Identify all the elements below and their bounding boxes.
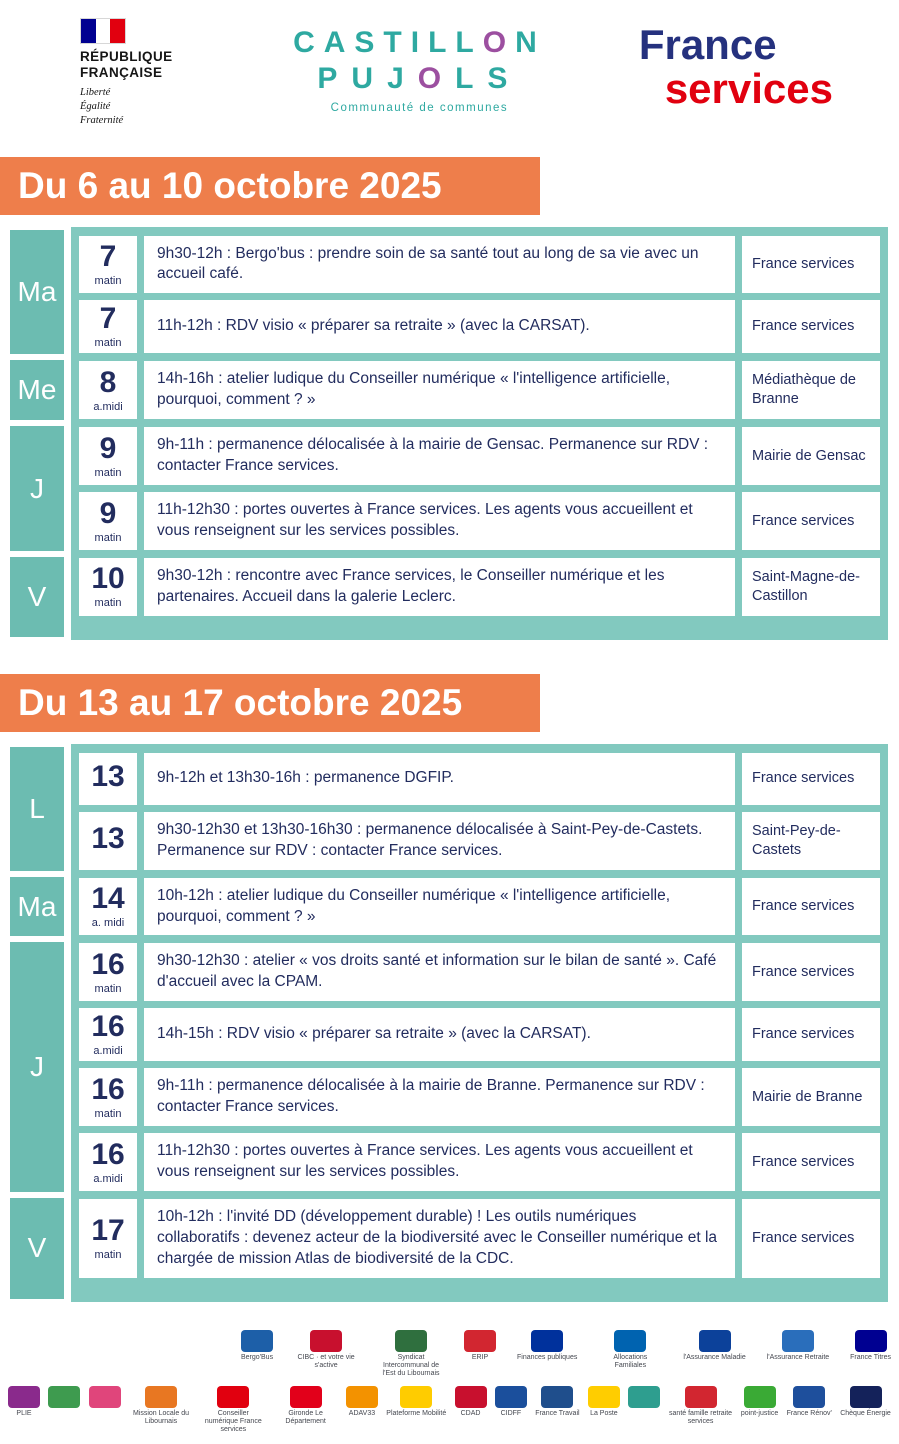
event-description: 11h-12h30 : portes ouvertes à France services. Les agents vous accueillent et vous renseignent sur les services possibles.	[144, 1133, 735, 1191]
event-location: France services	[742, 1008, 880, 1061]
partner-logo-icon	[628, 1386, 660, 1408]
day-label: Ma	[10, 877, 64, 937]
partner-logo-icon	[400, 1386, 432, 1408]
date-number: 14	[91, 882, 125, 916]
partner-logo	[628, 1386, 660, 1410]
event-row	[79, 236, 880, 294]
partner-logo	[495, 1386, 527, 1418]
date-period: matin	[94, 982, 122, 995]
date-number: 7	[99, 302, 117, 336]
event-description: 14h-16h : atelier ludique du Conseiller numérique « l'intelligence artificielle, pourquoi, comment ? »	[144, 361, 735, 419]
partner-logo-label: France Titres	[850, 1353, 891, 1361]
event-date	[79, 300, 137, 353]
partner-logo	[517, 1330, 577, 1362]
event-location: France services	[742, 236, 880, 294]
event-description: 9h30-12h30 : atelier « vos droits santé et information sur le bilan de santé ». Café d'accueil avec la CPAM.	[144, 943, 735, 1001]
week1-banner: Du 6 au 10 octobre 2025	[0, 157, 540, 215]
date-period: matin	[94, 531, 122, 544]
day-group-v	[10, 1195, 888, 1302]
event-date	[79, 236, 137, 294]
day-group-me	[10, 357, 888, 423]
event-row	[79, 753, 880, 805]
republique-name	[80, 49, 200, 80]
partner-logo-label: Bergo'Bus	[241, 1353, 274, 1361]
event-description: 9h-11h : permanence délocalisée à la mairie de Branne. Permanence sur RDV : contacter France services.	[144, 1068, 735, 1126]
partner-logo-icon	[614, 1330, 646, 1352]
date-number: 17	[91, 1213, 125, 1247]
partner-logo-icon	[495, 1386, 527, 1408]
france-services-line1: France	[638, 21, 777, 68]
french-flag-icon	[80, 18, 126, 44]
event-date	[79, 1133, 137, 1191]
day-label: V	[10, 557, 64, 637]
partner-logo	[294, 1330, 358, 1370]
france-services-logo	[639, 18, 833, 110]
event-row	[79, 492, 880, 550]
date-number: 16	[91, 1137, 125, 1171]
partner-logo-label: santé famille retraite services	[669, 1409, 733, 1425]
header	[0, 0, 899, 133]
day-label: Me	[10, 360, 64, 420]
event-description: 11h-12h : RDV visio « préparer sa retraite » (avec la CARSAT).	[144, 300, 735, 353]
event-location: Médiathèque de Branne	[742, 361, 880, 419]
partner-logo	[535, 1386, 579, 1418]
day-label: J	[10, 426, 64, 551]
week2-banner: Du 13 au 17 octobre 2025	[0, 674, 540, 732]
partner-logo-label: point-justice	[740, 1409, 779, 1417]
day-label: Ma	[10, 230, 64, 355]
castillon-pujols-logo	[293, 18, 546, 114]
event-row	[79, 812, 880, 870]
partner-logo	[379, 1330, 443, 1378]
partner-logo	[787, 1386, 832, 1418]
date-period: matin	[94, 466, 122, 479]
partner-logo	[8, 1386, 40, 1418]
date-period: a.midi	[93, 1172, 123, 1185]
partner-logo-label: Gironde Le Département	[285, 1409, 326, 1425]
partner-logo-label: Allocations Familiales	[613, 1353, 648, 1369]
date-number: 8	[99, 365, 117, 399]
event-row	[79, 361, 880, 419]
partner-logo-icon	[588, 1386, 620, 1408]
partner-logo-icon	[685, 1386, 717, 1408]
partner-logo	[455, 1386, 487, 1418]
event-date	[79, 427, 137, 485]
event-location: France services	[742, 300, 880, 353]
event-description: 9h30-12h : Bergo'bus : prendre soin de sa santé tout au long de sa vie avec un accueil café.	[144, 236, 735, 294]
partner-logos-row1	[241, 1330, 891, 1378]
event-location: France services	[742, 753, 880, 805]
event-description: 14h-15h : RDV visio « préparer sa retraite » (avec la CARSAT).	[144, 1008, 735, 1061]
partner-logo	[669, 1386, 733, 1426]
partner-logo	[598, 1330, 662, 1370]
event-row	[79, 1133, 880, 1191]
day-label: L	[10, 747, 64, 871]
partner-logo	[741, 1386, 778, 1418]
partner-logo	[464, 1330, 496, 1362]
event-row	[79, 1008, 880, 1061]
partner-logo	[683, 1330, 745, 1362]
event-date	[79, 558, 137, 616]
date-number: 10	[91, 562, 125, 596]
partner-logo-icon	[464, 1330, 496, 1352]
partner-logo	[386, 1386, 446, 1418]
partner-logo-icon	[541, 1386, 573, 1408]
event-location: France services	[742, 1133, 880, 1191]
event-date	[79, 1199, 137, 1278]
partner-logo-label: Chèque Énergie	[840, 1409, 891, 1417]
pujols-o-icon: O	[417, 62, 456, 95]
event-location: Saint-Pey-de-Castets	[742, 812, 880, 870]
republique-francaise-logo	[80, 18, 200, 129]
partner-logo-icon	[395, 1330, 427, 1352]
event-row	[79, 427, 880, 485]
event-row	[79, 300, 880, 353]
partner-logo-icon	[48, 1386, 80, 1408]
france-services-line2: services	[664, 65, 833, 112]
date-number: 7	[99, 239, 117, 273]
week1-schedule	[10, 227, 888, 640]
partner-logo-icon	[855, 1330, 887, 1352]
partner-logo-icon	[310, 1330, 342, 1352]
partner-logo-icon	[850, 1386, 882, 1408]
partner-logo	[274, 1386, 338, 1426]
partner-logo-icon	[455, 1386, 487, 1408]
event-location: France services	[742, 492, 880, 550]
partner-logo-label: l'Assurance Retraite	[766, 1353, 830, 1361]
day-group-j	[10, 423, 888, 554]
partner-logos-footer	[8, 1330, 891, 1434]
date-period: a.midi	[93, 1045, 123, 1058]
event-description: 9h-11h : permanence délocalisée à la mairie de Gensac. Permanence sur RDV : contacter France services.	[144, 427, 735, 485]
republique-name-line2: FRANÇAISE	[80, 64, 163, 80]
event-date	[79, 812, 137, 870]
partner-logo	[241, 1330, 273, 1362]
date-period: a.midi	[93, 400, 123, 413]
event-date	[79, 492, 137, 550]
week2-schedule	[10, 744, 888, 1302]
date-number: 13	[91, 822, 125, 856]
partner-logo-icon	[531, 1330, 563, 1352]
partner-logo-label: Syndicat Intercommunal de l'Est du Libournais	[382, 1353, 440, 1377]
partner-logo-label: Finances publiques	[517, 1353, 578, 1361]
partner-logo-label: Conseiller numérique France services	[204, 1409, 262, 1433]
partner-logo-label: PLIE	[16, 1409, 32, 1417]
partner-logo-label: Plateforme Mobilité	[386, 1409, 447, 1417]
event-location: Mairie de Branne	[742, 1068, 880, 1126]
date-period: matin	[94, 337, 122, 350]
event-date	[79, 943, 137, 1001]
date-number: 16	[91, 1010, 125, 1044]
partner-logo-label: CIBC · et votre vie s'active	[297, 1353, 355, 1369]
partner-logo-icon	[8, 1386, 40, 1408]
day-label: J	[10, 942, 64, 1192]
event-date	[79, 753, 137, 805]
partner-logo-label: CDAD	[460, 1409, 481, 1417]
castillon-o-icon: O	[482, 26, 516, 59]
republique-name-line1: RÉPUBLIQUE	[80, 49, 173, 64]
event-description: 11h-12h30 : portes ouvertes à France services. Les agents vous accueillent et vous renseignent sur les services possibles.	[144, 492, 735, 550]
partner-logo-label: France Travail	[535, 1409, 580, 1417]
event-date	[79, 1068, 137, 1126]
date-number: 9	[99, 496, 117, 530]
motto-liberte: Liberté	[80, 87, 111, 99]
day-group-ma	[10, 874, 888, 940]
event-date	[79, 361, 137, 419]
castillon-wordmark: CASTILLON	[293, 26, 546, 59]
partner-logo	[346, 1386, 378, 1418]
event-description: 9h30-12h : rencontre avec France services, le Conseiller numérique et les partenaires. Accueil dans la galerie Leclerc.	[144, 558, 735, 616]
event-date	[79, 1008, 137, 1061]
event-row	[79, 1068, 880, 1126]
date-number: 16	[91, 1072, 125, 1106]
event-row	[79, 558, 880, 616]
partner-logo-icon	[145, 1386, 177, 1408]
event-description: 10h-12h : l'invité DD (développement durable) ! Les outils numériques collaboratifs : devenez acteur de la biodiversité avec le Conseiller numérique et la chargée de mission Atlas de biodiversité de la CDC.	[144, 1199, 735, 1278]
date-number: 9	[99, 431, 117, 465]
event-description: 10h-12h : atelier ludique du Conseiller numérique « l'intelligence artificielle, pourquoi, comment ? »	[144, 878, 735, 936]
day-group-v	[10, 554, 888, 640]
event-row	[79, 1199, 880, 1278]
date-period: matin	[94, 274, 122, 287]
partner-logo	[48, 1386, 80, 1410]
partner-logo-label: ERIP	[471, 1353, 489, 1361]
partner-logo-label: La Poste	[590, 1409, 618, 1417]
event-row	[79, 878, 880, 936]
day-label: V	[10, 1198, 64, 1299]
event-row	[79, 943, 880, 1001]
partner-logo	[89, 1386, 121, 1410]
castillon-subtitle: Communauté de communes	[330, 102, 509, 114]
event-location: France services	[742, 878, 880, 936]
partner-logo	[588, 1386, 620, 1418]
date-number: 13	[91, 760, 125, 794]
day-group-ma	[10, 227, 888, 358]
event-date	[79, 878, 137, 936]
partner-logo-label: CIDFF	[500, 1409, 522, 1417]
partner-logo	[201, 1386, 265, 1434]
partner-logo	[129, 1386, 193, 1426]
day-group-l	[10, 744, 888, 874]
date-period: a. midi	[91, 917, 125, 930]
partner-logo	[767, 1330, 829, 1362]
republique-motto	[80, 86, 200, 129]
partner-logo-label: l'Assurance Maladie	[683, 1353, 746, 1361]
day-group-j	[10, 939, 888, 1195]
partner-logos-row2	[8, 1386, 891, 1434]
event-description: 9h-12h et 13h30-16h : permanence DGFIP.	[144, 753, 735, 805]
partner-logo-icon	[793, 1386, 825, 1408]
event-location: France services	[742, 1199, 880, 1278]
partner-logo-icon	[89, 1386, 121, 1408]
partner-logo-label: Mission Locale du Libournais	[132, 1409, 189, 1425]
date-period: matin	[94, 597, 122, 610]
pujols-wordmark: PUJOLS	[317, 62, 522, 95]
date-number: 16	[91, 947, 125, 981]
partner-logo-icon	[217, 1386, 249, 1408]
partner-logo-icon	[346, 1386, 378, 1408]
partner-logo	[850, 1330, 891, 1362]
partner-logo-icon	[241, 1330, 273, 1352]
date-period: matin	[94, 1248, 122, 1261]
partner-logo-icon	[782, 1330, 814, 1352]
motto-fraternite: Fraternité	[80, 115, 124, 127]
partner-logo	[840, 1386, 891, 1418]
partner-logo-icon	[290, 1386, 322, 1408]
event-location: Saint-Magne-de-Castillon	[742, 558, 880, 616]
partner-logo-icon	[699, 1330, 731, 1352]
event-description: 9h30-12h30 et 13h30-16h30 : permanence délocalisée à Saint-Pey-de-Castets. Permanence sur RDV : contacter France services.	[144, 812, 735, 870]
motto-egalite: Égalité	[80, 101, 111, 113]
partner-logo-label: ADAV33	[348, 1409, 376, 1417]
date-period: matin	[94, 1107, 122, 1120]
partner-logo-label: France Rénov'	[786, 1409, 832, 1417]
event-location: Mairie de Gensac	[742, 427, 880, 485]
event-location: France services	[742, 943, 880, 1001]
partner-logo-icon	[744, 1386, 776, 1408]
